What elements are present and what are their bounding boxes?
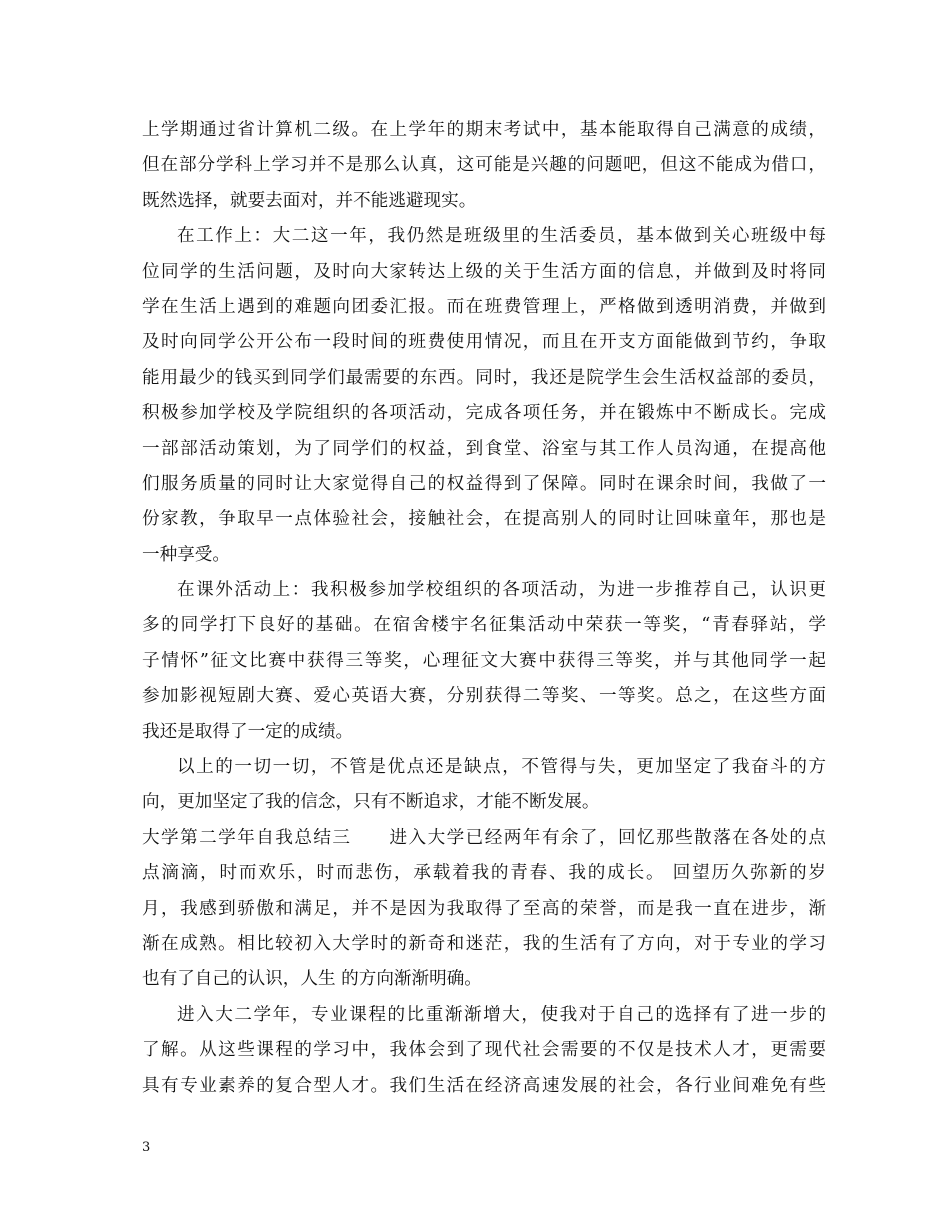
document-body (142, 113, 826, 1104)
text-line: 具有专业素养的复合型人才。我们生活在经济高速发展的社会，各行业间难免有些 (142, 1075, 826, 1096)
text-line: 但在部分学科上学习并不是那么认真，这可能是兴趣的问题吧，但这不能成为借口， (142, 155, 826, 176)
text-line: 位同学的生活问题，及时向大家转达上级的关于生活方面的信息，并做到及时将同 (142, 261, 826, 282)
text-line: 多的同学打下良好的基础。在宿舍楼宇名征集活动中荣获一等奖，“青春驿站，学 (142, 615, 826, 636)
text-line: 在工作上：大二这一年，我仍然是班级里的生活委员，基本做到关心班级中每 (177, 226, 826, 247)
text-line: 进入大二学年，专业课程的比重渐渐增大，使我对于自己的选择有了进一步的 (177, 1004, 826, 1025)
text-line: 以上的一切一切，不管是优点还是缺点，不管得与失，更加坚定了我奋斗的方 (177, 757, 826, 778)
text-line: 了解。从这些课程的学习中，我体会到了现代社会需要的不仅是技术人才，更需要 (142, 1040, 826, 1061)
text-line: 学在生活上遇到的难题向团委汇报。而在班费管理上，严格做到透明消费，并做到 (142, 296, 826, 317)
text-line: 点滴滴，时而欢乐，时而悲伤，承载着我的青春、我的成长。 回望历久弥新的岁 (142, 863, 826, 884)
text-line: 大学第二学年自我总结三 进入大学已经两年有余了，回忆那些散落在各处的点 (142, 827, 826, 848)
text-line: 子情怀”征文比赛中获得三等奖，心理征文大赛中获得三等奖，并与其他同学一起 (142, 650, 826, 671)
text-line: 一种享受。 (142, 544, 230, 565)
text-line: 我还是取得了一定的成绩。 (142, 721, 354, 742)
text-line: 在课外活动上：我积极参加学校组织的各项活动，为进一步推荐自己，认识更 (177, 580, 826, 601)
text-line: 一部部活动策划，为了同学们的权益，到食堂、浴室与其工作人员沟通，在提高他 (142, 438, 826, 459)
page-number: 3 (142, 1140, 151, 1155)
text-line: 也有了自己的认识，人生 的方向渐渐明确。 (142, 969, 482, 990)
text-line: 渐在成熟。相比较初入大学时的新奇和迷茫，我的生活有了方向，对于专业的学习 (142, 933, 826, 954)
text-line: 及时向同学公开公布一段时间的班费使用情况，而且在开支方面能做到节约，争取 (142, 332, 826, 353)
text-line: 既然选择，就要去面对，并不能逃避现实。 (142, 190, 477, 211)
text-line: 上学期通过省计算机二级。在上学年的期末考试中，基本能取得自己满意的成绩， (142, 120, 826, 140)
text-line: 向，更加坚定了我的信念，只有不断追求，才能不断发展。 (142, 792, 600, 813)
text-line: 月，我感到骄傲和满足，并不是因为我取得了至高的荣誉，而是我一直在进步，渐 (142, 898, 826, 919)
text-line: 积极参加学校及学院组织的各项活动，完成各项任务，并在锻炼中不断成长。完成 (142, 403, 826, 424)
text-line: 份家教，争取早一点体验社会，接触社会，在提高别人的同时让回味童年，那也是 (142, 509, 826, 530)
text-line: 能用最少的钱买到同学们最需要的东西。同时，我还是院学生会生活权益部的委员， (142, 367, 826, 388)
text-line: 参加影视短剧大赛、爱心英语大赛，分别获得二等奖、一等奖。总之，在这些方面 (142, 686, 826, 707)
text-line: 们服务质量的同时让大家觉得自己的权益得到了保障。同时在课余时间，我做了一 (142, 473, 826, 494)
